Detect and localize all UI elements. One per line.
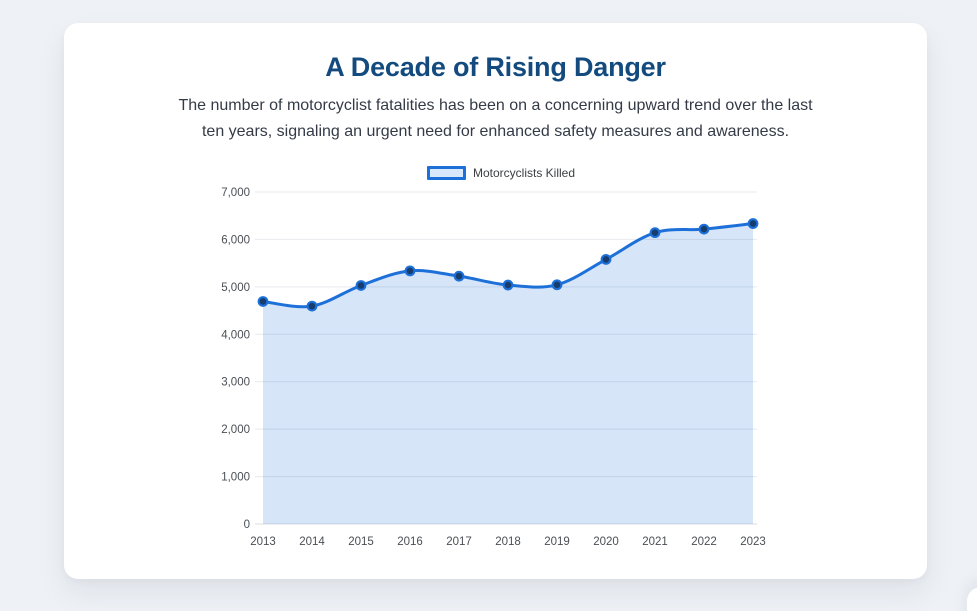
data-point[interactable] — [358, 282, 365, 289]
y-tick-label: 6,000 — [221, 234, 250, 247]
next-card-corner — [967, 587, 977, 611]
x-tick-label: 2021 — [642, 536, 668, 548]
data-point[interactable] — [309, 303, 316, 310]
y-tick-label: 4,000 — [221, 329, 250, 342]
y-tick-label: 2,000 — [221, 424, 250, 437]
chart-subtitle-line-1: The number of motorcyclist fatalities has been on a concerning upward trend over the last — [178, 97, 813, 114]
legend-label: Motorcyclists Killed — [473, 166, 576, 180]
legend-swatch-icon — [427, 166, 466, 180]
y-tick-label: 1,000 — [221, 471, 250, 484]
y-tick-label: 3,000 — [221, 376, 250, 389]
chart-card — [64, 23, 927, 579]
x-tick-label: 2023 — [740, 536, 766, 548]
data-point[interactable] — [701, 226, 708, 233]
data-point[interactable] — [407, 268, 414, 275]
chart-subtitle — [64, 93, 927, 145]
chart-legend[interactable] — [427, 166, 575, 180]
data-point[interactable] — [260, 298, 267, 305]
data-point[interactable] — [652, 229, 659, 236]
x-tick-label: 2018 — [495, 536, 521, 548]
x-tick-label: 2020 — [593, 536, 619, 548]
x-tick-label: 2016 — [397, 536, 423, 548]
x-tick-label: 2014 — [299, 536, 325, 548]
chart-subtitle-line-2: ten years, signaling an urgent need for enhanced safety measures and awareness. — [201, 123, 790, 140]
x-tick-label: 2017 — [446, 536, 472, 548]
line-chart[interactable] — [220, 185, 780, 555]
data-point[interactable] — [554, 281, 561, 288]
y-tick-label: 7,000 — [221, 187, 250, 199]
chart-title: A Decade of Rising Danger — [325, 52, 666, 82]
x-tick-label: 2013 — [250, 536, 276, 548]
x-tick-label: 2022 — [691, 536, 717, 548]
area-fill — [263, 224, 753, 524]
data-point[interactable] — [505, 282, 512, 289]
data-point[interactable] — [750, 220, 757, 227]
data-point[interactable] — [603, 256, 610, 263]
x-tick-label: 2019 — [544, 536, 570, 548]
data-point[interactable] — [456, 273, 463, 280]
y-tick-label: 5,000 — [221, 281, 250, 294]
x-tick-label: 2015 — [348, 536, 374, 548]
y-tick-label: 0 — [243, 519, 250, 531]
